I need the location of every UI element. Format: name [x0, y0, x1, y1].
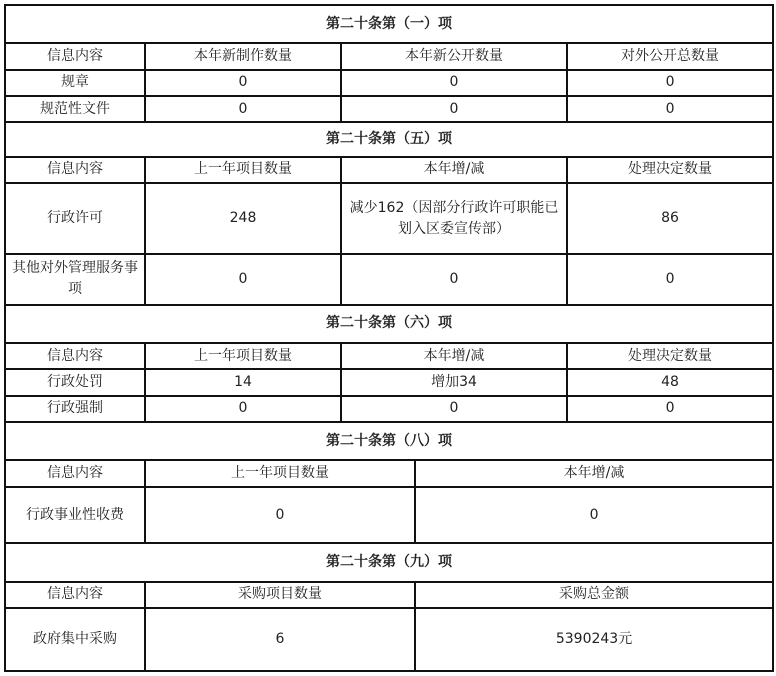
section-title: 第二十条第（八）项: [5, 422, 773, 460]
table-cell: 0: [145, 70, 341, 96]
table-cell: 5390243元: [415, 608, 773, 671]
table-cell: 0: [567, 96, 773, 122]
table-cell: 0: [145, 487, 415, 544]
table-cell: 0: [341, 96, 567, 122]
table-cell: 0: [145, 96, 341, 122]
row-label: 行政强制: [5, 396, 145, 422]
table-cell: 增加34: [341, 369, 567, 395]
table-row: [5, 487, 773, 544]
table-cell: 86: [567, 183, 773, 254]
column-header: 上一年项目数量: [145, 157, 341, 183]
row-label: 行政处罚: [5, 369, 145, 395]
table-cell: 0: [145, 254, 341, 305]
table-cell: 0: [567, 70, 773, 96]
section-header: [5, 5, 773, 43]
table-cell: 0: [567, 254, 773, 305]
column-header: 采购总金额: [415, 582, 773, 608]
column-header: 对外公开总数量: [567, 43, 773, 69]
section-header: [5, 543, 773, 581]
row-label: 规范性文件: [5, 96, 145, 122]
column-header: 处理决定数量: [567, 157, 773, 183]
table-row: [5, 369, 773, 395]
column-header-row: [5, 157, 773, 183]
row-label: 政府集中采购: [5, 608, 145, 671]
table-row: [5, 96, 773, 122]
table-cell: 0: [341, 396, 567, 422]
section-title: 第二十条第（一）项: [5, 5, 773, 43]
column-header: 信息内容: [5, 157, 145, 183]
row-label: 行政事业性收费: [5, 487, 145, 544]
table-cell: 14: [145, 369, 341, 395]
row-label: 行政许可: [5, 183, 145, 254]
row-label: 规章: [5, 70, 145, 96]
table-cell: 248: [145, 183, 341, 254]
table-row: [5, 396, 773, 422]
column-header: 信息内容: [5, 43, 145, 69]
column-header: 本年新公开数量: [341, 43, 567, 69]
column-header: 本年新制作数量: [145, 43, 341, 69]
table-cell: 6: [145, 608, 415, 671]
section-title: 第二十条第（九）项: [5, 543, 773, 581]
section-header: [5, 305, 773, 343]
disclosure-table: [4, 4, 774, 672]
table-row: [5, 70, 773, 96]
section-title: 第二十条第（六）项: [5, 305, 773, 343]
table-cell: 48: [567, 369, 773, 395]
table-cell: 0: [145, 396, 341, 422]
column-header: 信息内容: [5, 460, 145, 486]
table-cell: 减少162（因部分行政许可职能已划入区委宣传部）: [341, 183, 567, 254]
column-header: 信息内容: [5, 582, 145, 608]
column-header: 处理决定数量: [567, 343, 773, 369]
table-cell: 0: [341, 254, 567, 305]
section-header: [5, 122, 773, 156]
column-header-row: [5, 582, 773, 608]
column-header: 采购项目数量: [145, 582, 415, 608]
section-title: 第二十条第（五）项: [5, 122, 773, 156]
column-header: 上一年项目数量: [145, 460, 415, 486]
table-cell: 0: [341, 70, 567, 96]
table-row: [5, 254, 773, 305]
table-row: [5, 608, 773, 671]
table-cell: 0: [567, 396, 773, 422]
section-header: [5, 422, 773, 460]
row-label: 其他对外管理服务事项: [5, 254, 145, 305]
table-cell: 0: [415, 487, 773, 544]
table-row: [5, 183, 773, 254]
column-header-row: [5, 460, 773, 486]
column-header-row: [5, 43, 773, 69]
column-header: 本年增/减: [415, 460, 773, 486]
column-header: 上一年项目数量: [145, 343, 341, 369]
column-header: 本年增/减: [341, 343, 567, 369]
column-header: 信息内容: [5, 343, 145, 369]
column-header-row: [5, 343, 773, 369]
column-header: 本年增/减: [341, 157, 567, 183]
